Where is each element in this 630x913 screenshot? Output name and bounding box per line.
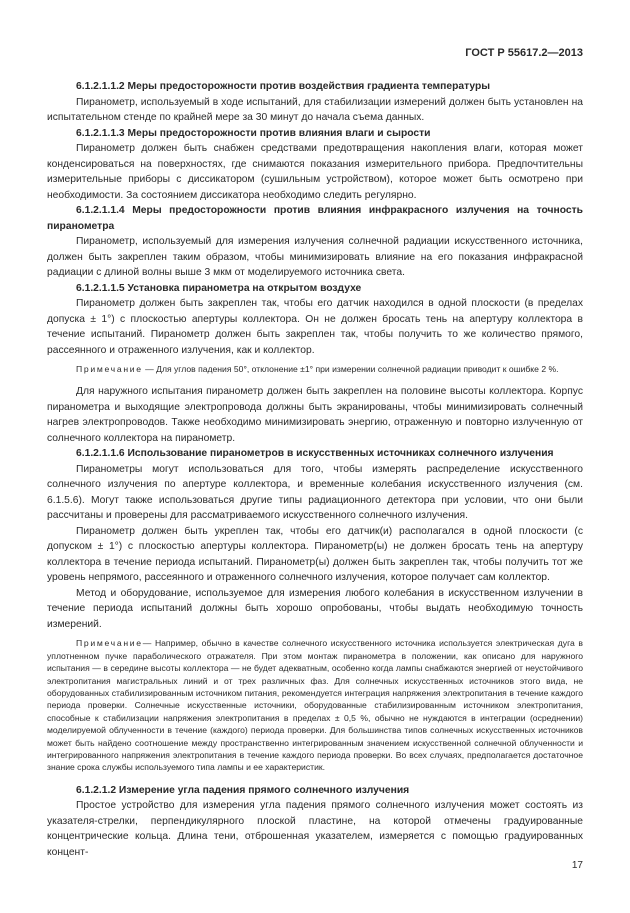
- paragraph: Метод и оборудование, используемое для измерения любого колебания в искусственном излучении в течение периода испытаний должны быть хорошо опробованы, чтобы выдать необходимую точность измерений.: [47, 587, 583, 630]
- document-id: ГОСТ Р 55617.2—2013: [465, 47, 583, 59]
- paragraph: Пиранометры могут использоваться для того, чтобы измерять распределение искусственного солнечного излучения по апертуре коллектора, и временные колебания искусственного излучения (см. 6.1.5.6). Могут также использоваться другие типы радиационного детектора при условии, что они были рассчитаны и проверены для рассматриваемого искусственного солнечного излучения.: [47, 463, 583, 522]
- note: [47, 637, 583, 773]
- paragraph: Простое устройство для измерения угла падения прямого солнечного излучения может состоять из указателя-стрелки, перпендикулярного плоской пластине, на которой отмечены градуированные концентрические кольца. Длина тени, отброшенная указателем, измеряется с помощью градуированных концент-: [47, 800, 583, 858]
- paragraph: Пиранометр должен быть укреплен так, чтобы его датчик(и) располагался в одной плоскости (с допуском ± 1°) с плоскостью апертуры коллектора. Пиранометр(ы) не должен бросать тень на апертуру коллектора в течение периода испытаний. Пиранометр(ы) должен быть закреплен так, чтобы получить тот же уровень непрямого, рассеянного и отраженного солнечного излучения, которое получает сам коллектор.: [47, 525, 583, 584]
- paragraph: Для наружного испытания пиранометр должен быть закреплен на половине высоты коллектора. Корпус пиранометра и выходящие электропровода должны быть экранированы, чтобы минимизировать солнечный нагрев электропроводов. Также необходимо минимизировать энергию, отраженную и повторно излученную от солнечного коллектора на пиранометр.: [47, 386, 583, 444]
- section-heading: 6.1.2.1.2 Измерение угла падения прямого солнечного излучения: [76, 784, 410, 796]
- note: [47, 363, 583, 375]
- note-text: — Для углов падения 50°, отклонение ±1° при измерении солнечной радиации приводит к ошибке 2 %.: [145, 364, 559, 374]
- section-heading: 6.1.2.1.1.6 Использование пиранометров в искусственных источниках солнечного излучения: [76, 448, 554, 460]
- section-heading: 6.1.2.1.1.5 Установка пиранометра на открытом воздухе: [76, 282, 362, 294]
- section-heading: 6.1.2.1.1.2 Меры предосторожности против воздействия градиента температуры: [76, 81, 491, 92]
- paragraph: Пиранометр должен быть закреплен так, чтобы его датчик находился в одной плоскости (в пределах допуска ± 1°) с плоскостью апертуры коллектора. Он не должен бросать тень на апертуру коллектора в течение испытаний. Пиранометр должен быть закреплен так, чтобы получить то же количество прямого, рассеянного и отраженного излучения, как и коллектор.: [47, 298, 583, 356]
- paragraph: Пиранометр должен быть снабжен средствами предотвращения накопления влаги, которая может конденсироваться на поверхностях, где снимаются показания измерительного прибора. Предпочтительны измерительные приборы с диссикатором (сушильным устройством), которое может быть осмотрено при необходимости. За состоянием диссикатора необходимо следить регулярно.: [47, 143, 583, 201]
- note-text: — Например, обычно в качестве солнечного искусственного источника используется электрическая дуга в уплотненном пучке параболического отражателя. При этом монтаж пиранометра в положении, как описано для наружного испытания — в середине высоты коллектора — не будет адекватным, особенно когда лампы снабжаются энергией от неустойчивого электропитания магистральных линий и от трех различных фаз. Для солнечных искусственных источников этого вида, не оборудованных стабилизированным источником питания, рекомендуется интеграция напряжения электропитания в течение каждого периода проверки. Солнечные искусственные источники, оборудованные стабилизированным источником электропитания, способные к стабилизации напряжения электропитания в пределах ± 0,5 %, обычно не нуждаются в интеграции (осреднении) моделируемой облученности в течение (каждого) периода проверки. Для большинства типов солнечных искусственных источников может быть найдено соотношение между пространственно интегрированным значением искусственной солнечной облученности и интегрированного напряжения электропитания в течение каждого периода проверки. Во всех случаях, предполагается достаточное знание срока службы используемого типа лампы и ее характеристик.: [47, 638, 583, 773]
- paragraph: Пиранометр, используемый в ходе испытаний, для стабилизации измерений должен быть установлен на испытательном стенде по крайней мере за 30 минут до начала съема данных.: [47, 96, 583, 123]
- section-heading: 6.1.2.1.1.4 Меры предосторожности против влияния инфракрасного излучения на точность пиранометра: [47, 205, 583, 232]
- section-heading: 6.1.2.1.1.3 Меры предосторожности против влияния влаги и сырости: [76, 127, 431, 139]
- paragraph: Пиранометр, используемый для измерения излучения солнечной радиации искусственного источника, должен быть закреплен таким образом, чтобы минимизировать влияние на его показания инфракрасной радиации с длиной волны выше 3 мкм от моделируемого источника света.: [47, 236, 583, 278]
- note-label: Примечание: [76, 364, 143, 374]
- note-label: Примечание: [76, 638, 143, 649]
- page-body: [47, 79, 583, 860]
- page-number: 17: [571, 860, 583, 871]
